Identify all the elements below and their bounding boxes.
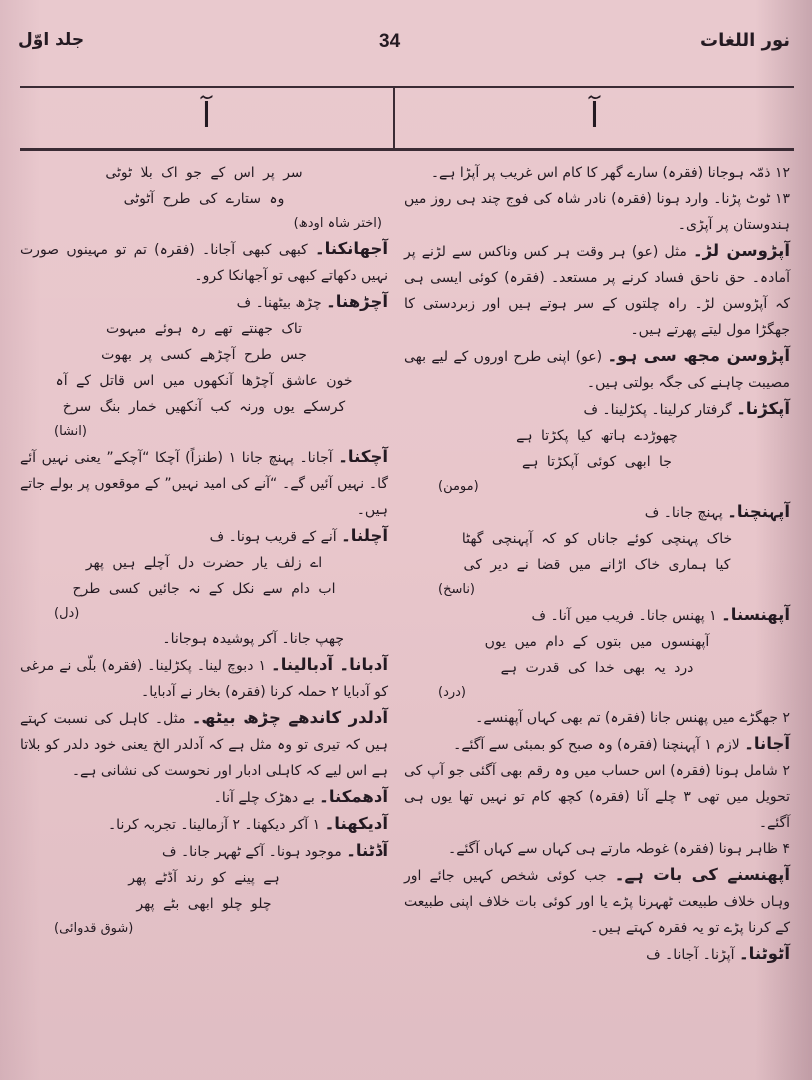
headword: آچکنا۔	[338, 447, 389, 466]
entry	[20, 784, 388, 811]
sense-line: چھپ جانا۔ آکر پوشیدہ ہوجانا۔	[162, 631, 344, 647]
verse-line: ہے پینے کو رند آڈٹے پھر	[128, 870, 280, 886]
definition: پہنچ جانا۔ ف	[644, 505, 723, 521]
poet-attribution: (انشا)	[54, 424, 87, 439]
definition: آنے کے قریب ہونا۔ ف	[209, 529, 337, 545]
entry	[20, 444, 388, 523]
headword: آپہنچنا۔	[727, 502, 790, 521]
sense-line: ۲ شامل ہونا (فقرہ) اس حساب میں وہ رقم بھی آگئی جو آپ کی تحویل میں تھی ۳ چلے آنا (فقرہ) کچھ کام تو نہیں تھا یوں ہی آگئے۔	[404, 763, 791, 831]
entry	[20, 236, 388, 289]
verse-line: خون عاشق آچڑھا آنکھوں میں اس قاتل کے آہ	[55, 373, 353, 389]
verse-line: جا ابھی کوئی آپکڑتا ہے	[522, 454, 672, 470]
sense-line: ۱۲ ذمّہ ہوجانا (فقرہ) سارے گھر کا کام اس غریب پر آپڑا ہے۔	[430, 165, 790, 181]
verse-line: اے زلف یار حضرت دل آچلے ہیں پھر	[85, 555, 323, 571]
entry	[404, 862, 790, 941]
headword: آچڑھنا۔	[326, 292, 388, 311]
entry	[404, 343, 790, 396]
headword: آپڑوسن لڑ۔	[692, 241, 790, 260]
sense-line: ۴ ظاہر ہونا (فقرہ) غوطہ مارتے ہی کہاں سے کہاں آگئے۔	[448, 841, 790, 857]
book-title: نور اللغات	[700, 30, 790, 51]
verse-line: درد یہ بھی خدا کی قدرت ہے	[500, 660, 694, 676]
definition: ۱ آکر دیکھنا۔ ۲ آزمالینا۔ تجربہ کرنا۔	[107, 817, 321, 833]
verse-line: خاک پہنچی کوئے جاناں کو کہ آپہنچی گھٹا	[461, 531, 733, 547]
entry	[20, 523, 388, 550]
headword: آٹوٹنا۔	[739, 944, 790, 963]
verse-line: کرسکے یوں ورنہ کب آنکھیں خمار بنگ سرخ	[62, 399, 346, 415]
verse-line: کیا ہماری خاک اڑانے میں قضا نے دیر کی	[463, 557, 731, 573]
poet-attribution: (شوق قدوائی)	[54, 921, 134, 936]
headword: آچلنا۔	[341, 526, 388, 545]
sense-line: ۲ جھگڑے میں پھنس جانا (فقرہ) تم بھی کہاں آپھنسے۔	[475, 710, 790, 726]
right-column-letter: آ	[589, 96, 600, 136]
verse-line: اب دام سے نکل کے نہ جائیں کسی طرح	[72, 581, 336, 597]
headword: آپھنسنا۔	[721, 605, 790, 624]
headword: آپکڑنا۔	[736, 399, 790, 418]
definition: بے دھڑک چلے آنا۔	[213, 790, 315, 806]
entry	[404, 731, 790, 758]
verse-line: چھوڑدے ہاتھ کیا پکڑتا ہے	[516, 428, 678, 444]
entry	[20, 652, 388, 705]
definition: آپڑنا۔ آجانا۔ ف	[646, 947, 735, 963]
definition: آجانا۔ پہنچ جانا ۱ (طنزاً) آچکا “آچکے” یعنی نہیں آئے گا۔ نہیں آئیں گے۔ “آنے کی امید نہیں” کے موقعوں پر بولے جاتے ہیں۔	[20, 450, 388, 518]
right-column	[404, 160, 790, 968]
verse-line: وہ ستارے کی طرح آٹوٹی	[123, 191, 285, 207]
headword: آڈٹنا۔	[346, 841, 388, 860]
entry	[20, 289, 388, 316]
headword: آدھمکنا۔	[319, 787, 388, 806]
headword: آدیکھنا۔	[324, 814, 388, 833]
headword: آدبانا۔ آدبالینا۔	[271, 655, 388, 674]
verse-line: جس طرح آچڑھے کسی پر بھوت	[101, 347, 307, 363]
entry	[404, 941, 790, 968]
headword: آدلدر کاندھے چڑھ بیٹھ۔	[191, 708, 388, 727]
headword: آجھانکنا۔	[314, 239, 389, 258]
definition: چڑھ بیٹھنا۔ ف	[236, 295, 322, 311]
entry	[404, 396, 790, 423]
definition: مثل۔ کاہل کی نسبت کہتے ہیں کہ تیری تو وہ مثل ہے کہ آدلدر الخ یعنی خود دلدر کو بلاتا ہے اس لیے کہ کاہلی ادبار اور نحوست کی نشانی ہے۔	[20, 711, 388, 779]
poet-attribution: (اختر شاہ اودھ)	[293, 216, 382, 231]
definition: (عو) اپنی طرح اوروں کے لیے بھی مصیبت چاہنے کی جگہ بولتی ہیں۔	[404, 349, 790, 391]
definition: مثل (عو) ہر وقت ہر کس وناکس سے لڑنے پر آمادہ۔ حق ناحق فساد کرنے پر مستعد۔ (فقرہ) کوئی ایسی ہی کہ آپڑوسن لڑ۔ راہ چلتوں کے سر ہوتے ہیں اور زبردستی کا جھگڑا مول لیتے پھرتے ہیں۔	[404, 244, 790, 338]
verse-line: آپھنسوں میں بتوں کے دام میں یوں	[484, 634, 710, 650]
headword: آجانا۔	[744, 734, 790, 753]
entry	[404, 602, 790, 629]
poet-attribution: (مومن)	[438, 479, 479, 494]
entry	[20, 811, 388, 838]
sense-line: ۱۳ ٹوٹ پڑنا۔ وارد ہونا (فقرہ) نادر شاہ کی فوج چند ہی روز میں ہندوستان پر آپڑی۔	[404, 191, 790, 233]
entry	[404, 238, 790, 343]
poet-attribution: (ناسخ)	[438, 582, 476, 597]
volume-label: جلد اوّل	[18, 30, 85, 50]
entry	[20, 838, 388, 865]
definition: لازم ۱ آپہنچنا (فقرہ) وہ صبح کو بمبئی سے آگئے۔	[453, 737, 740, 753]
entry	[20, 705, 388, 784]
verse-line: چلو چلو ابھی بٹے پھر	[136, 896, 272, 912]
verse-line: سر پر اس کے جو اک بلا ٹوٹی	[105, 165, 303, 181]
poet-attribution: (درد)	[438, 685, 466, 700]
poet-attribution: (دل)	[54, 606, 80, 621]
column-heading-table	[20, 86, 794, 151]
headword: آپڑوسن مجھ سی ہو۔	[607, 346, 791, 365]
definition: کبھی کبھی آجانا۔ (فقرہ) تم تو مہینوں صورت نہیں دکھاتے کبھی تو آجھانکا کرو۔	[20, 242, 388, 284]
verse-line: تاک جھنتے تھے رہ ہوئے مبہوت	[105, 321, 303, 337]
left-column	[20, 160, 388, 941]
headword: آپھنسنے کی بات ہے۔	[614, 865, 791, 884]
definition: گرفتار کرلینا۔ پکڑلینا۔ ف	[583, 402, 732, 418]
definition: موجود ہونا۔ آکے ٹھہر جانا۔ ف	[161, 844, 342, 860]
definition: جب کوئی شخص کہیں جائے اور وہاں خلاف طبیعت ٹھہرنا پڑے یا اور کوئی بات خلاف اپنی طبیعت کے کرنا پڑے تو یہ فقرہ کہتے ہیں۔	[404, 868, 790, 936]
entry	[404, 499, 790, 526]
page-number: 34	[379, 31, 401, 52]
left-column-letter: آ	[201, 96, 212, 136]
definition: ۱ دبوچ لینا۔ پکڑلینا۔ (فقرہ) بلّی نے مرغی کو آدبایا ۲ حملہ کرنا (فقرہ) بخار نے آدبایا۔	[20, 658, 388, 700]
definition: ۱ پھنس جانا۔ فریب میں آنا۔ ف	[531, 608, 717, 624]
